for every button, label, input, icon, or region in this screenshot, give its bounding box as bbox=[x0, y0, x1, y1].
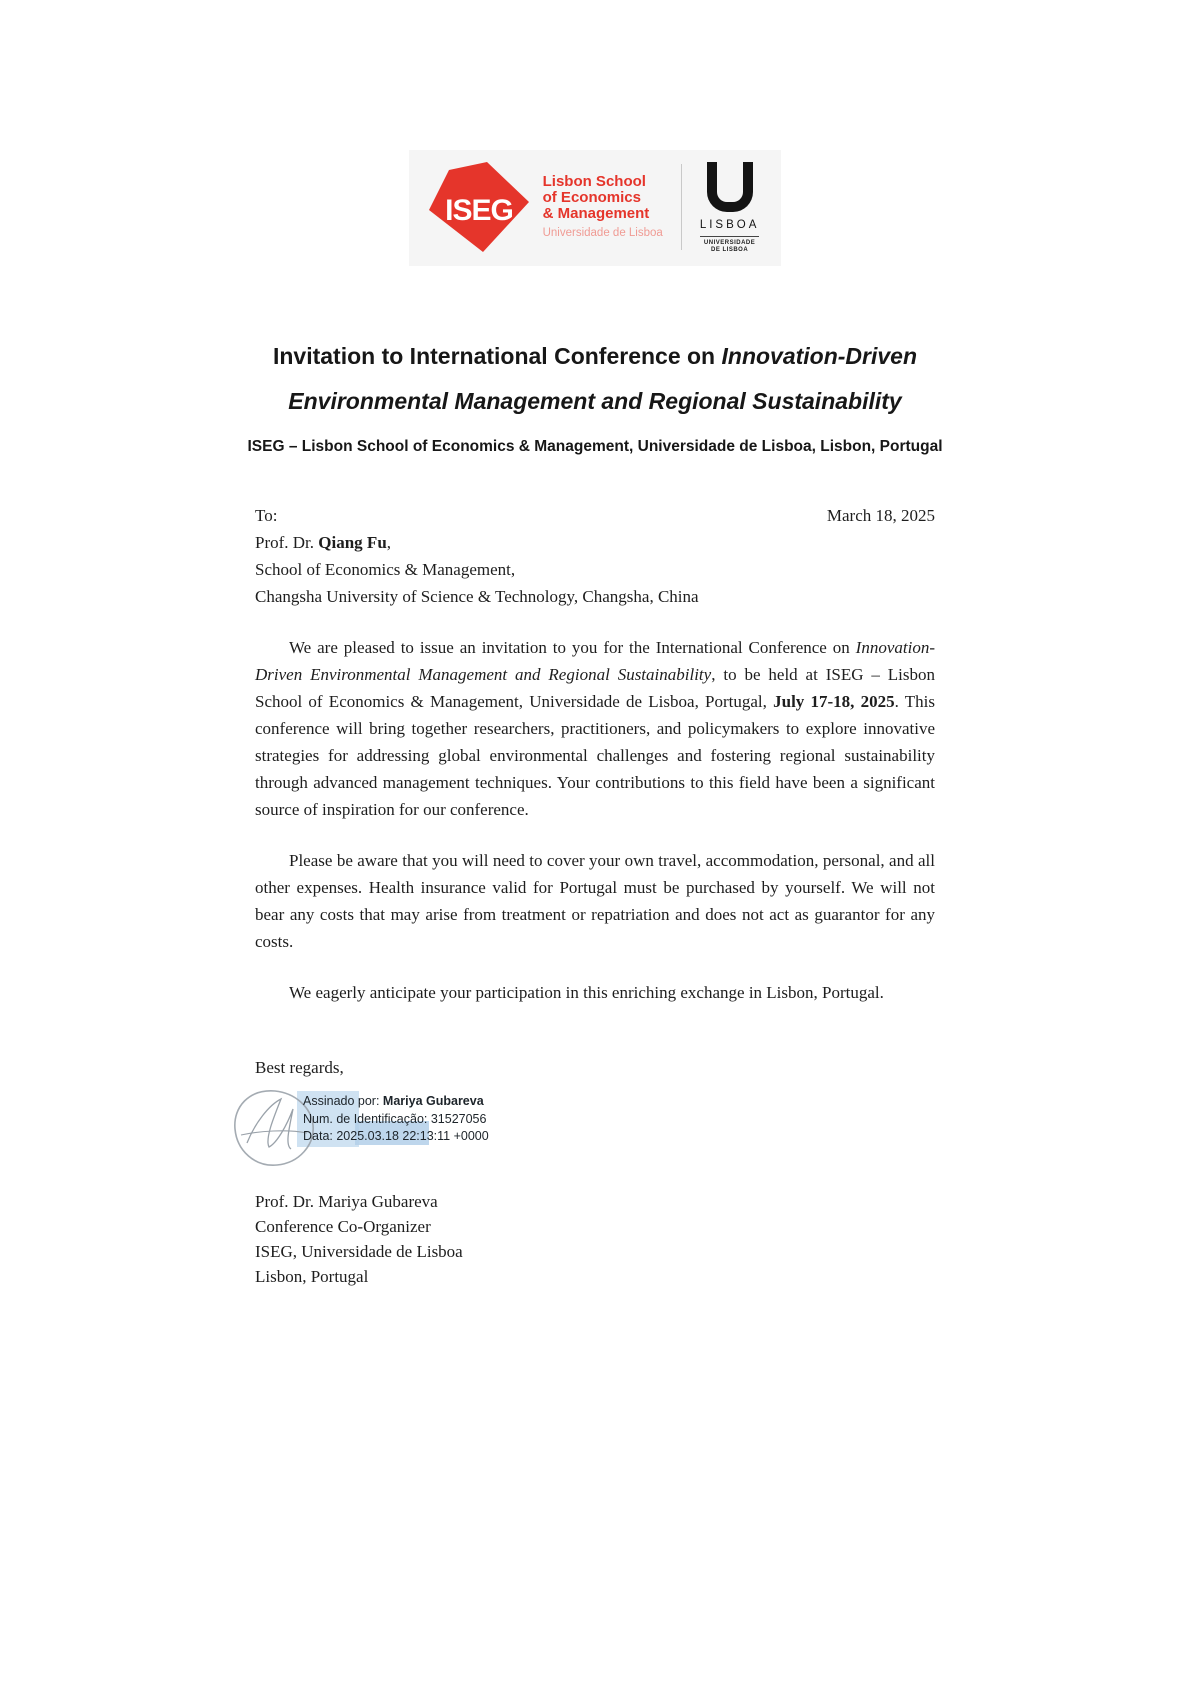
paragraph-expenses: Please be aware that you will need to cover your own travel, accommodation, personal, and all other expenses. Health insurance valid for Portugal must be purchased by yourself. We will not bear any costs that may arise from treatment or repatriation and does not act as guarantor for any costs. bbox=[255, 851, 935, 951]
letter-subtitle: ISEG – Lisbon School of Economics & Management, Universidade de Lisboa, Lisbon, Portugal bbox=[247, 438, 943, 455]
ulisboa-logo bbox=[700, 160, 760, 254]
iseg-mark-text: ISEG bbox=[444, 194, 513, 227]
stamp-signed-by-name: Mariya Gubareva bbox=[382, 1094, 484, 1108]
closing-salutation: Best regards, bbox=[255, 1058, 344, 1077]
signoff-location: Lisbon, Portugal bbox=[255, 1267, 369, 1286]
ulisboa-subtext-line: UNIVERSIDADE bbox=[703, 240, 756, 246]
signoff-block bbox=[255, 1189, 935, 1289]
p1-conference-name-italic: Innovation-Driven Environmental Management and Regional Sustainability bbox=[255, 638, 935, 684]
letter-date: March 18, 2025 bbox=[826, 506, 935, 525]
signoff-institution: ISEG, Universidade de Lisboa bbox=[255, 1242, 463, 1261]
paragraph-invitation bbox=[255, 634, 935, 823]
title-line1-regular: Invitation to International Conference on bbox=[272, 343, 722, 369]
p1-segment: . This conference will bring together researchers, practitioners, and policymakers to explore innovative strategies for addressing global environmental challenges and fostering regional sustainability through advanced management techniques. Your contributions to this field have been a significant source of inspiration for our conference. bbox=[255, 692, 936, 819]
iseg-pentagon-icon bbox=[427, 160, 531, 254]
signoff-role: Conference Co-Organizer bbox=[255, 1217, 431, 1236]
ulisboa-subtext-line: DE LISBOA bbox=[711, 247, 749, 253]
stamp-signed-by-line bbox=[303, 1093, 489, 1111]
p1-segment: , to be held at ISEG – Lisbon School of Economics & Management, Universidade de Lisboa, Portugal, bbox=[255, 665, 935, 711]
ulisboa-u-icon bbox=[707, 162, 753, 212]
p1-segment: We are pleased to issue an invitation to you for the International Conference on bbox=[289, 638, 856, 657]
recipient-name-suffix: , bbox=[386, 533, 392, 552]
letter-title bbox=[0, 334, 1190, 424]
recipient-block bbox=[255, 502, 935, 610]
iseg-name-line: of Economics bbox=[542, 189, 641, 206]
title-line-2: Environmental Management and Regional Sustainability bbox=[288, 388, 902, 414]
paragraph-anticipation: We eagerly anticipate your participation in this enriching exchange in Lisbon, Portugal. bbox=[289, 983, 884, 1002]
recipient-department: School of Economics & Management, bbox=[255, 560, 516, 579]
stamp-id-line: Num. de Identificação: 31527056 bbox=[303, 1111, 487, 1126]
letter-body bbox=[255, 502, 935, 1289]
iseg-subtext: Universidade de Lisboa bbox=[542, 227, 663, 239]
iseg-logo-text bbox=[543, 174, 663, 240]
stamp-signed-by-label: Assinado por: bbox=[303, 1094, 383, 1108]
recipient-university: Changsha University of Science & Technology, Changsha, China bbox=[255, 587, 699, 606]
iseg-logo bbox=[427, 160, 663, 254]
recipient-name-prefix: Prof. Dr. bbox=[255, 533, 319, 552]
iseg-name-line: Lisbon School bbox=[542, 173, 646, 190]
logo-panel bbox=[409, 150, 782, 266]
to-date-row bbox=[255, 502, 935, 529]
logo-divider bbox=[681, 164, 682, 250]
recipient-name: Qiang Fu bbox=[318, 533, 387, 552]
stamp-date-line: Data: 2025.03.18 22:13:11 +0000 bbox=[303, 1129, 489, 1143]
signoff-name: Prof. Dr. Mariya Gubareva bbox=[255, 1192, 438, 1211]
title-line-1 bbox=[0, 334, 1190, 379]
signature-area bbox=[255, 1089, 935, 1185]
iseg-name-line: & Management bbox=[542, 205, 650, 222]
p1-dates-bold: July 17-18, 2025 bbox=[773, 692, 895, 711]
recipient-name-line bbox=[255, 529, 935, 556]
title-line1-italic: Innovation-Driven bbox=[721, 343, 918, 369]
ulisboa-subtext bbox=[700, 236, 759, 254]
digital-signature-stamp bbox=[303, 1093, 489, 1146]
to-label: To: bbox=[255, 506, 278, 525]
ulisboa-name: LISBOA bbox=[699, 219, 760, 231]
